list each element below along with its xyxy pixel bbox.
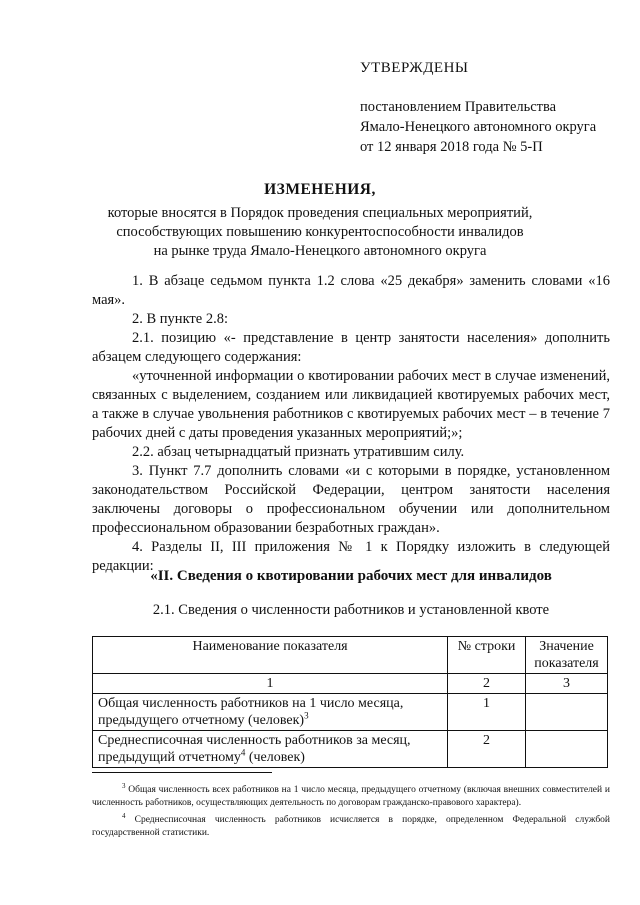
subtitle-line-2: способствующих повышению конкурентоспособности инвалидов (116, 224, 524, 240)
section-heading: «II. Сведения о квотировании рабочих мест для инвалидов (150, 568, 552, 584)
indicator-name-line-2: предыдущий отчетному (98, 750, 241, 765)
table-column-numbers-row (93, 674, 608, 694)
footnote-3 (92, 780, 610, 810)
approval-line-3: от 12 января 2018 года № 5-П (360, 139, 543, 155)
footnote-text: Среднесписочная численность работников исчисляется в порядке, определенном Федеральной службой государственной статистики. (92, 815, 610, 839)
footnote-ref: 3 (304, 710, 309, 721)
quota-table (92, 636, 608, 768)
footnote-text: Общая численность всех работников на 1 число месяца, предыдущего отчетному (включая внешних совместителей и численность работников, осуществляющих деятельность по договорам гражданско-правового характера). (92, 785, 610, 809)
indicator-name-line-2: предыдущего отчетному (человек) (98, 713, 305, 728)
approval-line-2: Ямало-Ненецкого автономного округа (360, 119, 597, 135)
footnote-4 (92, 810, 610, 840)
paragraph-quote: «уточненной информации о квотировании рабочих мест в случае изменений, связанных с выделением, созданием или ликвидацией квотируемых рабочих мест, а также в случае увольнения работников с квотируемых рабочих мест – в течение 7 рабочих дней с даты проведения указанных мероприятий;»; (92, 368, 610, 441)
approval-title: УТВЕРЖДЕНЫ (360, 60, 469, 76)
indicator-name-tail: (человек) (245, 750, 305, 765)
indicator-name-line-1: Общая численность работников на 1 число месяца, (98, 696, 404, 711)
column-number-3: 3 (526, 674, 608, 694)
subsection-heading: 2.1. Сведения о численности работников и установленной квоте (152, 602, 550, 618)
paragraph-3: 3. Пункт 7.7 дополнить словами «и с которыми в порядке, установленном законодательством Российской Федерации, центром занятости населения заключены договоры о профессиональном обучении или дополнительном профессиональном образовании безработных граждан». (92, 463, 610, 536)
footnote-mark: 4 (122, 812, 126, 821)
footnote-mark: 3 (122, 782, 126, 790)
document-body (92, 272, 610, 576)
footnotes (92, 780, 610, 840)
document-heading: ИЗМЕНЕНИЯ, (264, 181, 376, 198)
header-indicator-value: Значение показателя (526, 637, 608, 674)
paragraph-4: 4. Разделы II, III приложения № 1 к Порядку изложить в следующей редакции: (92, 539, 610, 574)
paragraph-2-2: 2.2. абзац четырнадцатый признать утратившим силу. (132, 444, 465, 460)
indicator-name-cell (93, 694, 448, 731)
indicator-value-cell (526, 694, 608, 731)
table-header-row (93, 637, 608, 674)
document-subtitle (90, 204, 550, 261)
column-number-1: 1 (93, 674, 448, 694)
header-indicator-name: Наименование показателя (93, 637, 448, 674)
indicator-name-cell (93, 731, 448, 768)
indicator-value-cell (526, 731, 608, 768)
paragraph-1: 1. В абзаце седьмом пункта 1.2 слова «25 декабря» заменить словами «16 мая». (92, 273, 610, 308)
approval-block (360, 60, 620, 157)
subtitle-line-1: которые вносятся в Порядок проведения специальных мероприятий, (107, 205, 533, 221)
row-number-cell: 1 (448, 694, 526, 731)
column-number-2: 2 (448, 674, 526, 694)
approval-line-1: постановлением Правительства (360, 99, 557, 115)
table-row (93, 731, 608, 768)
row-number-cell: 2 (448, 731, 526, 768)
header-row-number: № строки (448, 637, 526, 674)
subtitle-line-3: на рынке труда Ямало-Ненецкого автономного округа (153, 243, 487, 259)
table-row (93, 694, 608, 731)
indicator-name-line-1: Среднесписочная численность работников за месяц, (98, 733, 411, 748)
footnote-divider (92, 772, 272, 773)
footnote-ref: 4 (240, 747, 246, 758)
paragraph-2: 2. В пункте 2.8: (132, 311, 228, 327)
paragraph-2-1: 2.1. позицию «- представление в центр занятости населения» дополнить абзацем следующего содержания: (92, 330, 610, 365)
